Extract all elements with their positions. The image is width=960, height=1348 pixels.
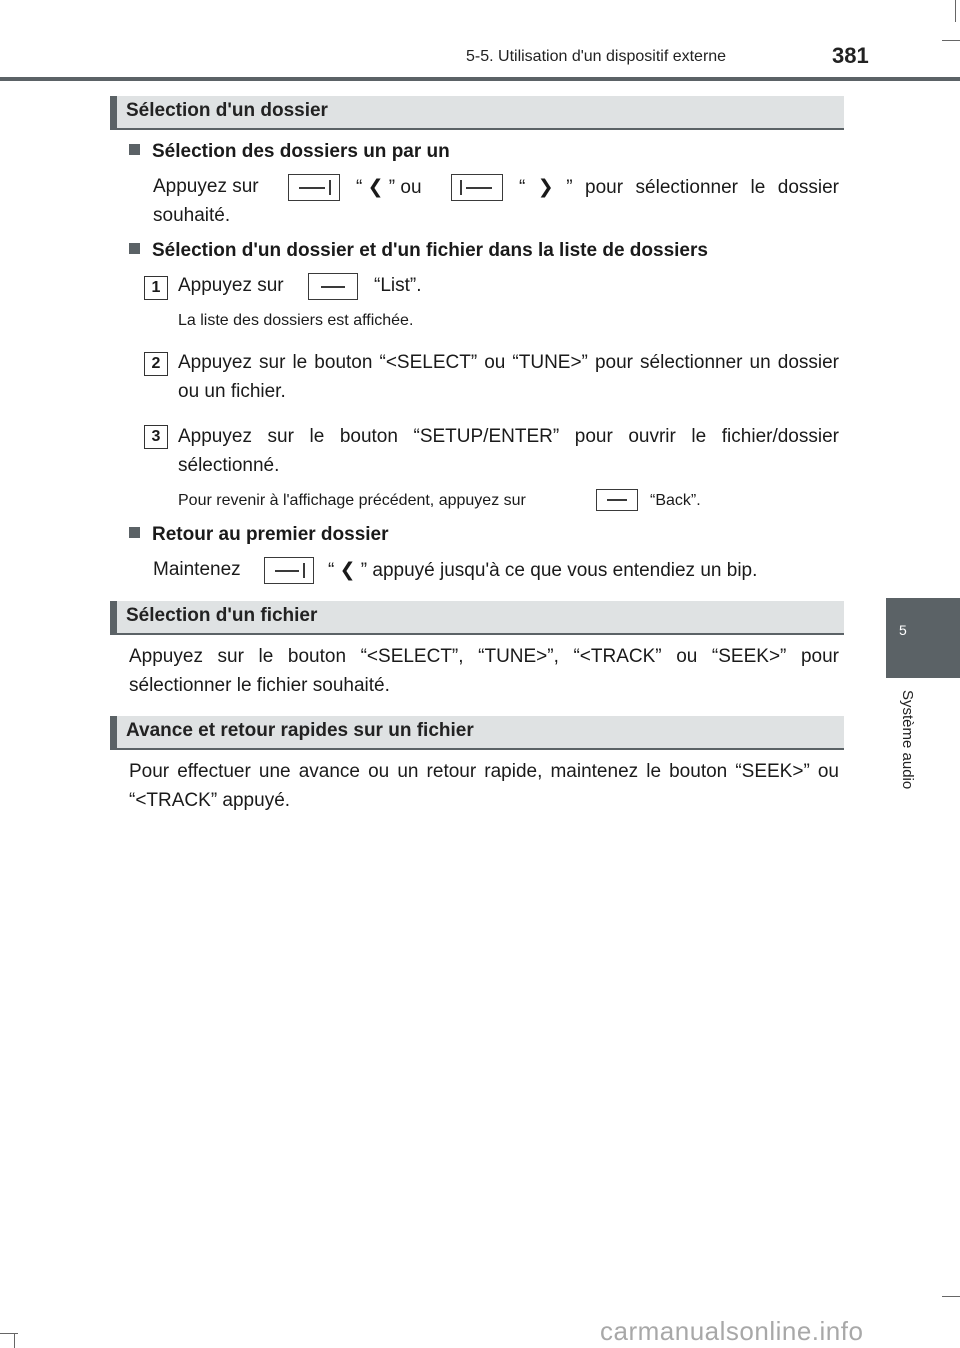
square-bullet-icon	[129, 144, 140, 155]
watermark: carmanualsonline.info	[600, 1316, 864, 1346]
chapter-tab-label: Système audio	[899, 690, 916, 790]
step-text: Appuyez sur	[178, 275, 284, 296]
step-note: Pour revenir à l'affichage précédent, appuyez sur	[178, 492, 526, 509]
crop-mark	[0, 1333, 18, 1334]
section-title: Sélection d'un fichier	[126, 605, 318, 626]
subheading-folder-list: Sélection d'un dossier et d'un fichier dans la liste de dossiers	[129, 240, 708, 262]
chapter-title: 5-5. Utilisation d'un dispositif externe	[466, 48, 727, 65]
subheading-one-by-one: Sélection des dossiers un par un	[129, 141, 450, 163]
step-text-list: “List”.	[374, 275, 422, 296]
step-number: 2	[144, 352, 168, 376]
steering-switch-left-icon	[264, 557, 314, 584]
step-number: 3	[144, 425, 168, 449]
fast-forward-text: Pour effectuer une avance ou un retour rapide, maintenez le bouton “SEEK>” ou “<TRACK” appuyé.	[129, 761, 839, 811]
page-number: 381	[832, 43, 869, 68]
section-fast-forward	[110, 716, 844, 750]
step-note: La liste des dossiers est affichée.	[178, 312, 414, 329]
square-bullet-icon	[129, 527, 140, 538]
text-prev-or: “ ❮ ” ou	[356, 177, 422, 198]
section-title: Avance et retour rapides sur un fichier	[126, 720, 474, 741]
text-hold-until-beep: “ ❮ ” appuyé jusqu'à ce que vous entendiez un bip.	[328, 560, 758, 581]
step-number: 1	[144, 276, 168, 300]
text-next-select: “ ❯ ” pour sélectionner le dossier	[519, 177, 839, 198]
crop-mark	[942, 40, 960, 41]
section-folder-selection	[110, 96, 844, 130]
text-hold: Maintenez	[153, 559, 241, 580]
subheading-first-folder: Retour au premier dossier	[129, 524, 389, 546]
section-title: Sélection d'un dossier	[126, 100, 328, 121]
crop-mark	[14, 1333, 15, 1348]
steering-switch-icon	[596, 489, 638, 511]
steering-switch-left-icon	[288, 174, 340, 201]
step-text: Appuyez sur le bouton “<SELECT” ou “TUNE>” pour sélectionner un dossier ou un fichier.	[178, 352, 839, 402]
square-bullet-icon	[129, 243, 140, 254]
text-desired: souhaité.	[153, 205, 231, 226]
crop-mark	[942, 1296, 960, 1297]
steering-switch-right-icon	[451, 174, 503, 201]
chapter-tab-number: 5	[899, 622, 907, 638]
section-file-selection	[110, 601, 844, 635]
step-note-back: “Back”.	[650, 492, 701, 509]
header-rule	[0, 77, 960, 81]
step-text: Appuyez sur le bouton “SETUP/ENTER” pour ouvrir le fichier/dossier sélectionné.	[178, 426, 839, 476]
text-press-on: Appuyez sur	[153, 176, 259, 197]
steering-switch-icon	[308, 273, 358, 300]
crop-mark	[955, 0, 956, 22]
chapter-tab	[886, 598, 960, 678]
file-selection-text: Appuyez sur le bouton “<SELECT”, “TUNE>”, “<TRACK” ou “SEEK>” pour sélectionner le fichier souhaité.	[129, 646, 839, 696]
